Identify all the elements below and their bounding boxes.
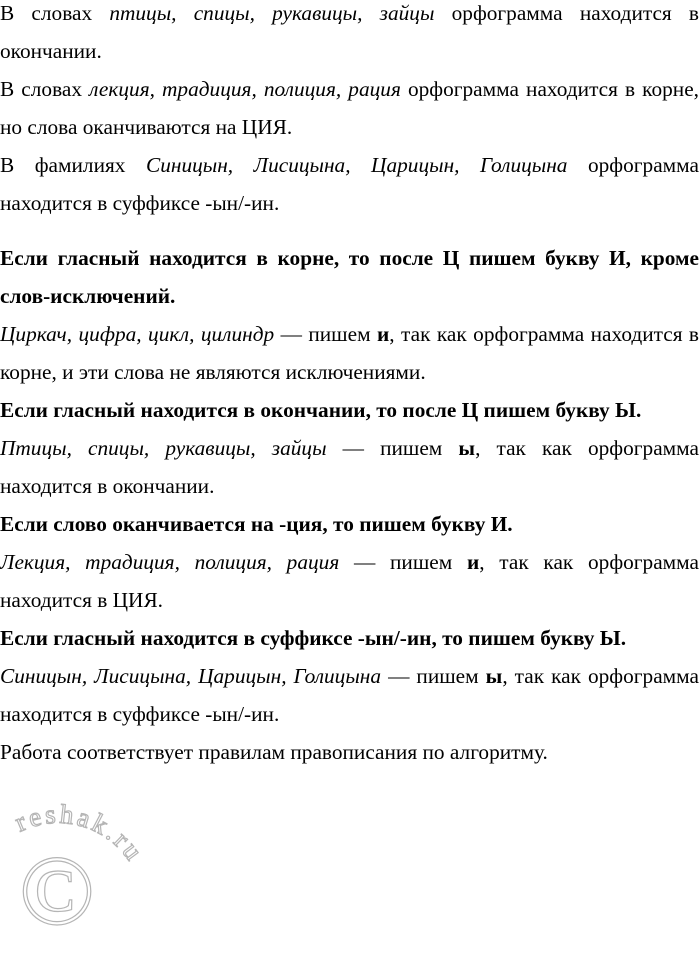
- text-segment: Если гласный находится в суффиксе -ын/-ин, то пишем букву Ы.: [0, 626, 627, 650]
- closing-line: [0, 733, 699, 771]
- text-segment: Если слово оканчивается на -ция, то пишем букву И.: [0, 512, 513, 536]
- bullet-item: [0, 315, 699, 391]
- text-segment: ы: [485, 664, 503, 688]
- text-segment: Синицын, Лисицына, Царицын, Голицына: [0, 664, 382, 688]
- copyright-icon: ©: [19, 835, 95, 946]
- text-segment: орфограмма находится в суффиксе -ын/-ин.: [0, 153, 699, 215]
- text-segment: , так как орфограмма находится в корне, и эти слова не являются исключениями.: [0, 322, 699, 384]
- text-segment: , так как орфограмма находится в ЦИЯ.: [0, 550, 699, 612]
- numbered-item: [0, 391, 699, 429]
- text-segment: Если гласный находится в корне, то после Ц пишем букву И, кроме слов-исключений.: [0, 246, 699, 308]
- text-segment: Синицын, Лисицына, Царицын, Голицына: [145, 153, 568, 177]
- text-segment: , так как орфограмма находится в окончании.: [0, 436, 699, 498]
- bullet-item: [0, 543, 699, 619]
- numbered-item: [0, 505, 699, 543]
- text-segment: птицы, спицы, рукавицы, зайцы: [109, 1, 435, 25]
- text-segment: — пишем: [326, 436, 459, 460]
- text-segment: Работа соответствует правилам правописания по алгоритму.: [0, 740, 548, 764]
- watermark-text: reshak.ru: [10, 798, 151, 868]
- text-segment: Лекция, традиция, полиция, рация: [0, 550, 340, 574]
- text-segment: Если гласный находится в окончании, то после Ц пишем букву Ы.: [0, 398, 642, 422]
- text-segment: В словах: [0, 77, 90, 101]
- text-segment: орфограмма находится в окончании.: [0, 1, 699, 63]
- bullet-item: [0, 70, 699, 146]
- text-segment: лекция, традиция, полиция, рация: [89, 77, 401, 101]
- bullet-item: [0, 146, 699, 222]
- text-segment: Птицы, спицы, рукавицы, зайцы: [0, 436, 327, 460]
- watermark-arc-path: [20, 823, 143, 910]
- text-segment: — пишем: [381, 664, 486, 688]
- text-segment: и: [466, 550, 480, 574]
- watermark: [0, 789, 200, 958]
- numbered-item: [0, 619, 699, 657]
- text-segment: В фамилиях: [0, 153, 146, 177]
- bullet-item: [0, 0, 699, 70]
- bullet-item: [0, 429, 699, 505]
- text-segment: и: [377, 322, 390, 346]
- text-segment: , так как орфограмма находится в суффиксе -ын/-ин.: [0, 664, 699, 726]
- numbered-item: [0, 239, 699, 315]
- text-segment: орфограмма находится в корне, но слова оканчиваются на ЦИЯ.: [0, 77, 699, 139]
- text-segment: В словах: [0, 1, 110, 25]
- text-segment: ы: [458, 436, 476, 460]
- text-segment: Циркач, цифра, цикл, цилиндр: [0, 322, 275, 346]
- text-segment: — пишем: [274, 322, 377, 346]
- text-segment: — пишем: [339, 550, 467, 574]
- bullet-item: [0, 657, 699, 733]
